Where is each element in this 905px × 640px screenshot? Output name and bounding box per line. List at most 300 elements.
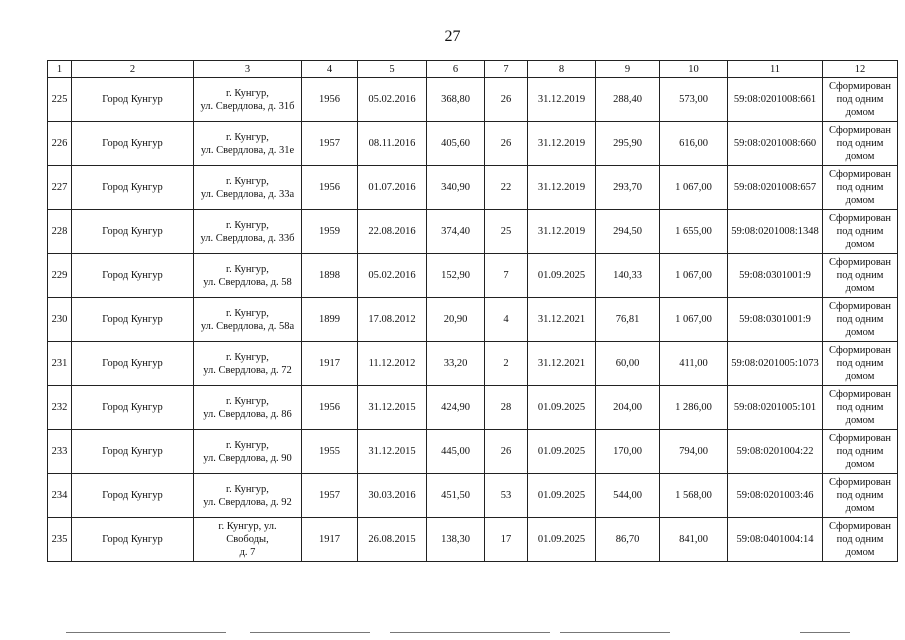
living-area-cell-text: 295,90 — [613, 138, 642, 149]
date-cell-text: 05.02.2016 — [368, 94, 416, 105]
residents-cell-text: 28 — [500, 402, 512, 413]
deadline-date-cell-text: 31.12.2019 — [537, 138, 586, 149]
land-status-cell-text: под одним — [836, 358, 884, 369]
deadline-date-cell — [528, 122, 596, 166]
land-area-cell-text: 411,00 — [679, 358, 708, 369]
land-area-cell-text: 841,00 — [679, 534, 708, 545]
municipality-cell-text: Город Кунгур — [102, 534, 163, 545]
land-status-cell — [823, 298, 898, 342]
municipality-cell — [72, 254, 194, 298]
living-area-cell — [596, 166, 660, 210]
land-area-cell-text: 573,00 — [679, 94, 708, 105]
row-number-cell-text: 229 — [51, 270, 68, 281]
land-status-cell-text: Сформирован — [828, 433, 891, 444]
construction-year-cell-text: 1899 — [319, 314, 340, 325]
table-row — [48, 254, 898, 298]
date-cell — [358, 122, 427, 166]
residents-cell-text: 26 — [500, 94, 512, 105]
date-cell-text: 05.02.2016 — [368, 270, 416, 281]
deadline-date-cell-text: 01.09.2025 — [537, 446, 586, 457]
land-area-cell — [660, 78, 728, 122]
living-area-cell — [596, 518, 660, 562]
table-row — [48, 210, 898, 254]
cadastral-number-cell — [728, 254, 823, 298]
date-cell — [358, 386, 427, 430]
land-status-cell-text: домом — [845, 239, 875, 250]
land-area-cell — [660, 474, 728, 518]
column-header-12: 12 — [823, 61, 898, 78]
address-cell-text: г. Кунгур, — [226, 439, 269, 451]
land-status-cell-text: Сформирован — [828, 521, 891, 532]
construction-year-cell-text: 1957 — [319, 490, 340, 501]
date-cell-text: 17.08.2012 — [368, 314, 416, 325]
land-status-cell-text: под одним — [836, 402, 884, 413]
residents-cell-text: 4 — [503, 314, 509, 325]
cadastral-number-cell-text: 59:08:0201008:657 — [733, 182, 817, 193]
area-cell-text: 138,30 — [441, 534, 470, 545]
land-status-cell-text: домом — [845, 415, 875, 426]
land-area-cell — [660, 122, 728, 166]
residents-cell-text: 26 — [500, 138, 512, 149]
address-cell — [194, 298, 302, 342]
deadline-date-cell — [528, 342, 596, 386]
deadline-date-cell-text: 31.12.2019 — [537, 226, 586, 237]
address-cell-text: д. 7 — [239, 547, 256, 558]
residents-cell — [485, 254, 528, 298]
column-header-4: 4 — [302, 61, 358, 78]
construction-year-cell-text: 1957 — [319, 138, 340, 149]
municipality-cell — [72, 518, 194, 562]
municipality-cell — [72, 210, 194, 254]
land-status-cell-text: домом — [845, 327, 875, 338]
row-number-cell — [48, 518, 72, 562]
construction-year-cell — [302, 122, 358, 166]
deadline-date-cell — [528, 518, 596, 562]
living-area-cell — [596, 78, 660, 122]
municipality-cell-text: Город Кунгур — [102, 314, 163, 325]
cadastral-number-cell — [728, 78, 823, 122]
land-status-cell — [823, 210, 898, 254]
land-area-cell — [660, 254, 728, 298]
date-cell-text: 11.12.2012 — [368, 358, 416, 369]
address-cell — [194, 78, 302, 122]
land-status-cell-text: Сформирован — [828, 81, 891, 92]
column-header-3: 3 — [194, 61, 302, 78]
municipality-cell — [72, 78, 194, 122]
municipality-cell — [72, 298, 194, 342]
construction-year-cell-text: 1898 — [319, 270, 340, 281]
residents-cell-text: 26 — [500, 446, 512, 457]
residents-cell — [485, 430, 528, 474]
row-number-cell-text: 235 — [51, 534, 68, 545]
row-number-cell-text: 225 — [51, 94, 68, 105]
area-cell — [427, 254, 485, 298]
date-cell — [358, 518, 427, 562]
land-status-cell — [823, 430, 898, 474]
area-cell — [427, 122, 485, 166]
address-cell — [194, 166, 302, 210]
municipality-cell — [72, 122, 194, 166]
land-area-cell-text: 616,00 — [679, 138, 708, 149]
address-cell-text: г. Кунгур, — [226, 219, 269, 231]
row-number-cell — [48, 166, 72, 210]
area-cell — [427, 386, 485, 430]
address-cell-text: ул. Свердлова, д. 92 — [203, 496, 292, 508]
deadline-date-cell — [528, 430, 596, 474]
living-area-cell-text: 76,81 — [615, 314, 640, 325]
living-area-cell-text: 294,50 — [613, 226, 642, 237]
date-cell — [358, 166, 427, 210]
deadline-date-cell — [528, 386, 596, 430]
land-status-cell-text: Сформирован — [828, 169, 891, 180]
land-status-cell-text: под одним — [836, 138, 884, 149]
land-status-cell-text: домом — [845, 459, 875, 470]
cadastral-number-cell — [728, 122, 823, 166]
land-status-cell-text: домом — [845, 547, 875, 558]
construction-year-cell — [302, 298, 358, 342]
deadline-date-cell-text: 31.12.2021 — [537, 314, 586, 325]
deadline-date-cell-text: 01.09.2025 — [537, 534, 586, 545]
municipality-cell-text: Город Кунгур — [102, 446, 163, 457]
date-cell — [358, 474, 427, 518]
construction-year-cell-text: 1959 — [319, 226, 340, 237]
date-cell — [358, 254, 427, 298]
construction-year-cell — [302, 430, 358, 474]
address-cell — [194, 254, 302, 298]
table-row — [48, 78, 898, 122]
land-area-cell — [660, 210, 728, 254]
row-number-cell — [48, 430, 72, 474]
construction-year-cell — [302, 166, 358, 210]
address-cell — [194, 474, 302, 518]
construction-year-cell — [302, 342, 358, 386]
construction-year-cell-text: 1955 — [319, 446, 340, 457]
municipality-cell-text: Город Кунгур — [102, 402, 163, 413]
land-status-cell — [823, 78, 898, 122]
address-cell-text: ул. Свердлова, д. 86 — [203, 408, 292, 420]
living-area-cell-text: 170,00 — [613, 446, 642, 457]
land-status-cell-text: под одним — [836, 94, 884, 105]
cadastral-number-cell — [728, 430, 823, 474]
municipality-cell — [72, 430, 194, 474]
residents-cell-text: 17 — [500, 534, 512, 545]
date-cell-text: 26.08.2015 — [368, 534, 416, 545]
land-area-cell-text: 1 655,00 — [675, 226, 712, 237]
table-row — [48, 518, 898, 562]
address-cell-text: г. Кунгур, — [226, 175, 269, 187]
land-status-cell-text: под одним — [836, 490, 884, 501]
land-status-cell-text: под одним — [836, 314, 884, 325]
land-status-cell-text: Сформирован — [828, 477, 891, 488]
construction-year-cell-text: 1917 — [319, 534, 340, 545]
construction-year-cell — [302, 210, 358, 254]
address-cell-text: г. Кунгур, — [226, 87, 269, 99]
cadastral-number-cell-text: 59:08:0201008:1348 — [731, 226, 819, 237]
date-cell-text: 31.12.2015 — [368, 446, 416, 457]
land-status-cell-text: под одним — [836, 446, 884, 457]
row-number-cell — [48, 298, 72, 342]
column-header-11: 11 — [728, 61, 823, 78]
address-cell-text: г. Кунгур, — [226, 483, 269, 495]
row-number-cell-text: 232 — [51, 402, 68, 413]
area-cell-text: 33,20 — [443, 358, 468, 369]
municipality-cell — [72, 474, 194, 518]
land-status-cell — [823, 474, 898, 518]
land-area-cell — [660, 430, 728, 474]
area-cell-text: 451,50 — [441, 490, 470, 501]
living-area-cell — [596, 342, 660, 386]
residents-cell — [485, 298, 528, 342]
construction-year-cell-text: 1956 — [319, 402, 340, 413]
page-number: 27 — [444, 28, 461, 45]
cadastral-number-cell — [728, 518, 823, 562]
deadline-date-cell-text: 01.09.2025 — [537, 270, 586, 281]
table-row — [48, 474, 898, 518]
residents-cell — [485, 78, 528, 122]
date-cell-text: 22.08.2016 — [368, 226, 416, 237]
area-cell — [427, 474, 485, 518]
land-status-cell-text: под одним — [836, 534, 884, 545]
land-area-cell-text: 1 568,00 — [675, 490, 712, 501]
deadline-date-cell-text: 01.09.2025 — [537, 490, 586, 501]
living-area-cell — [596, 122, 660, 166]
deadline-date-cell-text: 01.09.2025 — [537, 402, 586, 413]
date-cell — [358, 430, 427, 474]
address-cell-text: г. Кунгур, — [226, 351, 269, 363]
address-cell-text: ул. Свердлова, д. 58 — [203, 276, 292, 288]
area-cell-text: 445,00 — [441, 446, 470, 457]
area-cell — [427, 210, 485, 254]
row-number-cell — [48, 78, 72, 122]
municipality-cell-text: Город Кунгур — [102, 182, 163, 193]
address-cell-text: ул. Свердлова, д. 33б — [200, 232, 295, 244]
table-row — [48, 342, 898, 386]
row-number-cell-text: 234 — [51, 490, 68, 501]
land-status-cell-text: под одним — [836, 182, 884, 193]
land-status-cell-text: Сформирован — [828, 213, 891, 224]
residents-cell — [485, 166, 528, 210]
address-cell-text: ул. Свердлова, д. 90 — [203, 452, 292, 464]
land-status-cell-text: Сформирован — [828, 257, 891, 268]
column-header-8: 8 — [528, 61, 596, 78]
date-cell-text: 08.11.2016 — [368, 138, 416, 149]
construction-year-cell — [302, 474, 358, 518]
living-area-cell — [596, 210, 660, 254]
land-status-cell — [823, 122, 898, 166]
column-header-1: 1 — [48, 61, 72, 78]
deadline-date-cell — [528, 210, 596, 254]
date-cell-text: 30.03.2016 — [368, 490, 416, 501]
residents-cell-text: 22 — [500, 182, 512, 193]
living-area-cell-text: 293,70 — [613, 182, 642, 193]
land-status-cell-text: домом — [845, 283, 875, 294]
cadastral-number-cell-text: 59:08:0201005:101 — [733, 402, 817, 413]
land-status-cell-text: под одним — [836, 226, 884, 237]
land-area-cell — [660, 518, 728, 562]
area-cell-text: 340,90 — [441, 182, 470, 193]
land-area-cell — [660, 386, 728, 430]
deadline-date-cell — [528, 298, 596, 342]
residents-cell — [485, 474, 528, 518]
table-row — [48, 430, 898, 474]
living-area-cell-text: 288,40 — [613, 94, 642, 105]
cadastral-number-cell-text: 59:08:0301001:9 — [739, 270, 811, 281]
address-cell-text: г. Кунгур, — [226, 263, 269, 275]
deadline-date-cell — [528, 166, 596, 210]
cadastral-number-cell — [728, 210, 823, 254]
construction-year-cell — [302, 254, 358, 298]
land-area-cell — [660, 166, 728, 210]
land-status-cell-text: Сформирован — [828, 301, 891, 312]
residents-cell-text: 7 — [503, 270, 509, 281]
area-cell-text: 424,90 — [441, 402, 470, 413]
municipality-cell-text: Город Кунгур — [102, 358, 163, 369]
living-area-cell-text: 60,00 — [615, 358, 640, 369]
municipality-cell-text: Город Кунгур — [102, 138, 163, 149]
address-cell — [194, 122, 302, 166]
row-number-cell-text: 227 — [51, 182, 68, 193]
residents-cell — [485, 518, 528, 562]
residents-cell-text: 2 — [503, 358, 509, 369]
deadline-date-cell-text: 31.12.2019 — [537, 182, 586, 193]
table-row — [48, 298, 898, 342]
land-status-cell-text: Сформирован — [828, 345, 891, 356]
land-area-cell-text: 794,00 — [679, 446, 708, 457]
cadastral-number-cell-text: 59:08:0201008:661 — [733, 94, 817, 105]
residents-cell — [485, 386, 528, 430]
land-status-cell-text: домом — [845, 503, 875, 514]
address-cell — [194, 342, 302, 386]
address-cell-text: г. Кунгур, — [226, 395, 269, 407]
living-area-cell-text: 86,70 — [615, 534, 640, 545]
row-number-cell — [48, 474, 72, 518]
address-cell-text: ул. Свердлова, д. 72 — [203, 364, 292, 376]
row-number-cell — [48, 342, 72, 386]
cadastral-number-cell-text: 59:08:0301001:9 — [739, 314, 811, 325]
construction-year-cell-text: 1956 — [319, 182, 340, 193]
cadastral-number-cell-text: 59:08:0201008:660 — [733, 138, 817, 149]
cadastral-number-cell-text: 59:08:0201004:22 — [736, 446, 814, 457]
municipality-cell-text: Город Кунгур — [102, 94, 163, 105]
area-cell — [427, 342, 485, 386]
living-area-cell-text: 204,00 — [613, 402, 642, 413]
date-cell-text: 01.07.2016 — [368, 182, 416, 193]
table-row — [48, 166, 898, 210]
construction-year-cell-text: 1956 — [319, 94, 340, 105]
address-cell — [194, 386, 302, 430]
construction-year-cell-text: 1917 — [319, 358, 340, 369]
deadline-date-cell-text: 31.12.2021 — [537, 358, 586, 369]
row-number-cell — [48, 122, 72, 166]
residents-cell — [485, 342, 528, 386]
area-cell-text: 405,60 — [441, 138, 470, 149]
date-cell — [358, 78, 427, 122]
address-cell — [194, 518, 302, 562]
land-status-cell — [823, 166, 898, 210]
deadline-date-cell — [528, 78, 596, 122]
address-cell-text: ул. Свердлова, д. 31е — [200, 144, 295, 156]
column-header-10: 10 — [660, 61, 728, 78]
cadastral-number-cell-text: 59:08:0201005:1073 — [731, 358, 819, 369]
housing-registry-table — [47, 60, 898, 562]
land-area-cell-text: 1 067,00 — [675, 182, 712, 193]
land-status-cell — [823, 386, 898, 430]
date-cell — [358, 298, 427, 342]
municipality-cell — [72, 386, 194, 430]
living-area-cell-text: 140,33 — [613, 270, 642, 281]
living-area-cell — [596, 254, 660, 298]
residents-cell-text: 25 — [500, 226, 512, 237]
land-status-cell-text: домом — [845, 151, 875, 162]
date-cell-text: 31.12.2015 — [368, 402, 416, 413]
address-cell-text: г. Кунгур, — [226, 131, 269, 143]
municipality-cell — [72, 166, 194, 210]
row-number-cell — [48, 386, 72, 430]
address-cell-text: г. Кунгур, ул. Свободы, — [218, 521, 277, 545]
land-area-cell — [660, 298, 728, 342]
address-cell — [194, 430, 302, 474]
area-cell-text: 20,90 — [443, 314, 468, 325]
area-cell — [427, 166, 485, 210]
construction-year-cell — [302, 518, 358, 562]
residents-cell-text: 53 — [500, 490, 512, 501]
area-cell — [427, 78, 485, 122]
land-status-cell — [823, 518, 898, 562]
cadastral-number-cell — [728, 298, 823, 342]
living-area-cell — [596, 430, 660, 474]
column-header-9: 9 — [596, 61, 660, 78]
column-header-7: 7 — [485, 61, 528, 78]
land-status-cell — [823, 254, 898, 298]
deadline-date-cell — [528, 254, 596, 298]
cadastral-number-cell — [728, 166, 823, 210]
construction-year-cell — [302, 78, 358, 122]
land-status-cell — [823, 342, 898, 386]
municipality-cell — [72, 342, 194, 386]
living-area-cell — [596, 298, 660, 342]
deadline-date-cell-text: 31.12.2019 — [537, 94, 586, 105]
address-cell-text: г. Кунгур, — [226, 307, 269, 319]
land-status-cell-text: Сформирован — [828, 389, 891, 400]
header-row — [48, 61, 898, 78]
cadastral-number-cell-text: 59:08:0201003:46 — [736, 490, 814, 501]
area-cell-text: 152,90 — [441, 270, 470, 281]
living-area-cell — [596, 386, 660, 430]
land-status-cell-text: домом — [845, 195, 875, 206]
municipality-cell-text: Город Кунгур — [102, 490, 163, 501]
row-number-cell-text: 231 — [51, 358, 68, 369]
column-header-2: 2 — [72, 61, 194, 78]
row-number-cell-text: 230 — [51, 314, 68, 325]
address-cell-text: ул. Свердлова, д. 33а — [200, 188, 295, 200]
cadastral-number-cell — [728, 386, 823, 430]
living-area-cell — [596, 474, 660, 518]
land-area-cell-text: 1 067,00 — [675, 314, 712, 325]
date-cell — [358, 342, 427, 386]
table-row — [48, 122, 898, 166]
living-area-cell-text: 544,00 — [613, 490, 642, 501]
land-area-cell-text: 1 286,00 — [675, 402, 712, 413]
construction-year-cell — [302, 386, 358, 430]
address-cell-text: ул. Свердлова, д. 58а — [200, 320, 295, 332]
row-number-cell — [48, 254, 72, 298]
address-cell — [194, 210, 302, 254]
column-header-5: 5 — [358, 61, 427, 78]
residents-cell — [485, 122, 528, 166]
area-cell-text: 374,40 — [441, 226, 470, 237]
deadline-date-cell — [528, 474, 596, 518]
address-cell-text: ул. Свердлова, д. 31б — [200, 100, 295, 112]
